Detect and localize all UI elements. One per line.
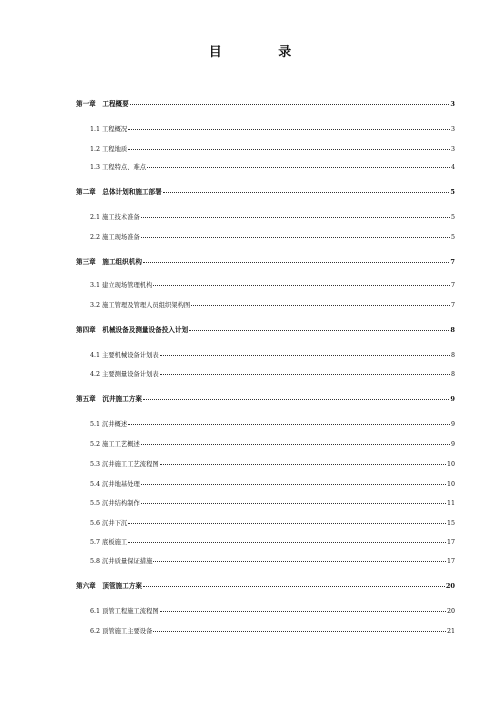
toc-entry-label: 第四章 机械设备及测量设备投入计划 [76,326,189,334]
toc-page-number: 11 [446,500,455,507]
toc-dot-leader [141,484,446,485]
toc-dot-leader [128,149,450,150]
toc-page-number: 9 [450,441,455,448]
toc-dot-leader [141,237,450,238]
toc-page-number: 17 [446,539,455,546]
toc-page-number: 21 [446,628,455,635]
toc-entry-label: 5.7 底板施工 [90,539,128,546]
toc-page-number: 8 [450,352,455,359]
toc-entry-label: 第二章 总体计划和施工部署 [76,188,162,196]
toc-dot-leader [191,305,450,306]
toc-dot-leader [160,374,450,375]
toc-section-entry[interactable] [90,350,455,359]
toc-title: 目 录 [208,45,318,60]
toc-entry-label: 5.1 沉井概述 [90,421,128,428]
toc-chapter-entry[interactable] [76,580,455,590]
toc-page-number: 7 [450,302,455,309]
toc-chapter-entry[interactable] [76,256,455,266]
toc-page-number: 3 [450,146,455,153]
toc-dot-leader [143,262,449,263]
toc-entry-label: 3.2 施工管理及管理人员组织架构图 [90,302,191,309]
toc-page-number: 7 [450,258,455,266]
toc-page-number: 7 [450,282,455,289]
toc-dot-leader [143,586,445,587]
toc-dot-leader [160,611,446,612]
toc-dot-leader [141,503,446,504]
toc-page-number: 8 [450,326,455,334]
toc-dot-leader [128,542,446,543]
toc-entry-label: 5.2 施工工艺概述 [90,441,140,448]
toc-page-number: 10 [446,481,455,488]
toc-page-number: 15 [446,520,455,527]
toc-entry-label: 第六章 顶管施工方案 [76,582,142,590]
toc-page-number: 3 [450,100,455,108]
toc-dot-leader [160,355,450,356]
toc-section-entry[interactable] [90,459,455,468]
toc-chapter-entry[interactable] [76,324,455,334]
toc-section-entry[interactable] [90,479,455,488]
toc-entry-label: 4.1 主要机械设备计划表 [90,352,159,359]
toc-dot-leader [128,424,450,425]
toc-page-number: 8 [450,371,455,378]
toc-entry-label: 6.2 顶管施工主要设备 [90,628,153,635]
toc-page-number: 5 [450,214,455,221]
toc-section-entry[interactable] [90,232,455,241]
toc-dot-leader [153,561,446,562]
toc-section-entry[interactable] [90,369,455,378]
toc-section-entry[interactable] [90,124,455,133]
toc-section-entry[interactable] [90,300,455,309]
toc-dot-leader [189,330,449,331]
toc-section-entry[interactable] [90,280,455,289]
toc-page-number: 4 [450,164,455,171]
toc-section-entry[interactable] [90,144,455,153]
toc-entry-label: 2.2 施工现场准备 [90,234,140,241]
toc-dot-leader [130,104,450,105]
toc-entry-label: 5.8 沉井质量保证措施 [90,558,153,565]
toc-entry-label: 第五章 沉井施工方案 [76,395,142,403]
toc-section-entry[interactable] [90,498,455,507]
toc-section-entry[interactable] [90,556,455,565]
toc-entry-label: 第一章 工程概要 [76,100,129,108]
toc-section-entry[interactable] [90,439,455,448]
toc-chapter-entry[interactable] [76,393,455,403]
toc-chapter-entry[interactable] [76,186,455,196]
toc-section-entry[interactable] [90,606,455,615]
toc-entry-label: 3.1 建立现场管理机构 [90,282,153,289]
toc-entry-label: 1.3 工程特点、难点 [90,164,147,171]
toc-entry-label: 5.6 沉井下沉 [90,520,128,527]
toc-dot-leader [147,167,450,168]
toc-dot-leader [128,129,450,130]
toc-dot-leader [141,444,450,445]
toc-section-entry[interactable] [90,518,455,527]
toc-dot-leader [128,523,446,524]
toc-section-entry[interactable] [90,162,455,171]
toc-page-number: 10 [446,461,455,468]
toc-dot-leader [143,399,449,400]
toc-entry-label: 5.4 沉井地基处理 [90,481,140,488]
toc-page-number: 5 [450,188,455,196]
toc-chapter-entry[interactable] [76,98,455,108]
toc-dot-leader [160,464,446,465]
toc-dot-leader [153,285,450,286]
toc-page-number: 5 [450,234,455,241]
toc-entry-label: 第三章 施工组织机构 [76,258,142,266]
toc-entry-label: 6.1 顶管工程施工流程图 [90,608,159,615]
toc-dot-leader [153,631,446,632]
toc-section-entry[interactable] [90,212,455,221]
toc-entry-label: 5.3 沉井施工工艺流程图 [90,461,159,468]
toc-entry-label: 5.5 沉井结构制作 [90,500,140,507]
toc-entry-label: 1.2 工程地质 [90,146,128,153]
toc-dot-leader [163,192,450,193]
toc-page-number: 9 [450,421,455,428]
toc-section-entry[interactable] [90,537,455,546]
toc-section-entry[interactable] [90,419,455,428]
toc-entry-label: 2.1 施工技术准备 [90,214,140,221]
toc-page-number: 20 [446,608,455,615]
toc-entry-label: 1.1 工程概况 [90,126,128,133]
toc-dot-leader [141,217,450,218]
toc-page-number: 20 [445,582,455,590]
toc-page-number: 17 [446,558,455,565]
toc-page-number: 9 [450,395,455,403]
toc-section-entry[interactable] [90,626,455,635]
toc-page-number: 3 [450,126,455,133]
toc-entry-label: 4.2 主要测量设备计划表 [90,371,159,378]
